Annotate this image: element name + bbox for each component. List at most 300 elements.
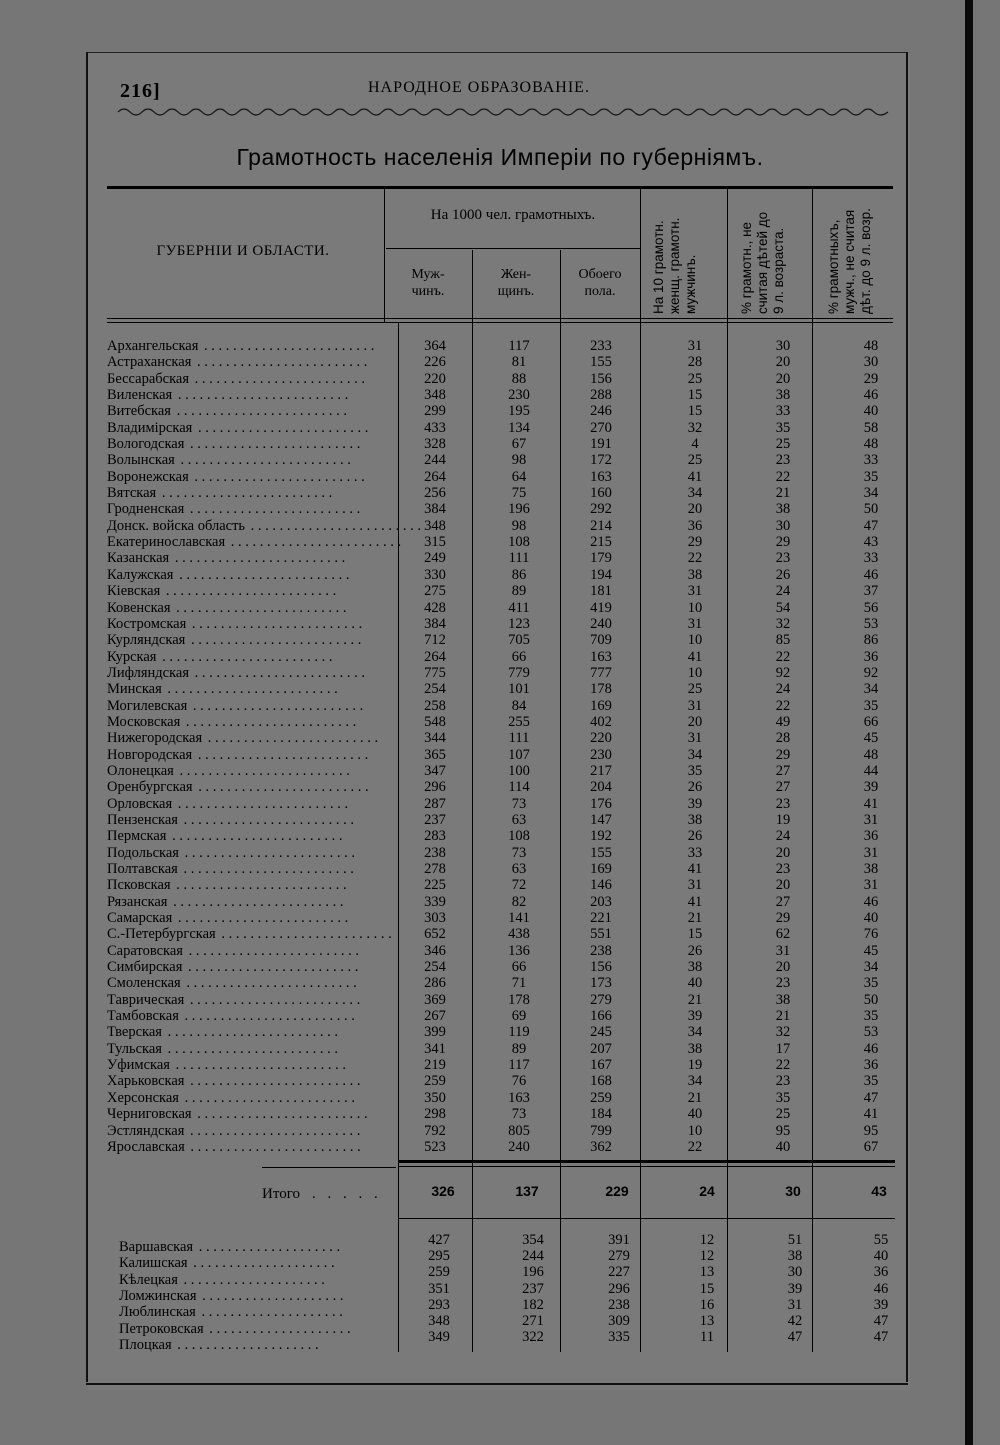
table-cell: 182: [522, 1296, 544, 1313]
table-cell: 46: [863, 387, 879, 404]
table-cell: 47: [873, 1329, 889, 1346]
province-row-name: [107, 338, 385, 354]
province-name: Казанская: [107, 550, 170, 567]
table-cell: 66: [511, 959, 527, 976]
table-cell: 225: [424, 877, 446, 894]
table-cell: 335: [608, 1329, 630, 1346]
table-cell: 219: [424, 1057, 446, 1074]
table-cell: 53: [863, 1024, 879, 1041]
table-cell: 47: [873, 1312, 889, 1329]
province-name: Ковенская: [107, 599, 171, 616]
table-cell: 34: [687, 1024, 703, 1041]
province-row-name: [107, 763, 385, 779]
ratio-column-header: На 10 грамотн. женщ. грамотн. мужчинъ.: [651, 217, 698, 314]
table-cell: 288: [590, 387, 612, 404]
province-row-name: [107, 550, 385, 566]
dot-leader: . . . . . . . . . . . . . . . . . . . . . . . .: [172, 403, 347, 420]
table-cell: 20: [775, 877, 791, 894]
table-cell: 238: [608, 1296, 630, 1313]
dot-leader: . . . . . . . . . . . . . . . . . . . . . . . .: [174, 910, 349, 927]
table-cell: 35: [863, 468, 879, 485]
province-row-name: [107, 959, 385, 975]
province-row-name: [107, 403, 385, 419]
table-cell: 17: [775, 1040, 791, 1057]
dot-leader: . . . . . . . . . . . . . . . . . . . . . . . .: [179, 811, 354, 828]
table-cell: 47: [787, 1329, 803, 1346]
table-cell: 31: [863, 844, 879, 861]
province-row-name: [107, 420, 385, 436]
table-cell: 27: [775, 779, 791, 796]
table-cell: 21: [775, 485, 791, 502]
header-bottom-rule-2: [107, 322, 893, 323]
table-cell: 30: [863, 354, 879, 371]
province-name: Екатеринославская: [107, 534, 226, 551]
province-name: Полтавская: [107, 861, 178, 877]
table-cell: 254: [424, 959, 446, 976]
table-cell: 194: [590, 566, 612, 583]
table-cell: 384: [424, 501, 446, 518]
dot-leader: . . . . . . . . . . . . . . . . . . . . . . . .: [180, 1089, 355, 1106]
table-cell: 111: [508, 550, 530, 567]
province-name: Костромская: [107, 615, 187, 632]
province-row-name: [107, 845, 385, 861]
table-cell: 155: [590, 844, 612, 861]
table-cell: 330: [424, 566, 446, 583]
table-cell: 85: [775, 632, 791, 649]
dot-leader: . . . . . . . . . . . . . . . . . . . . . . . .: [186, 1138, 361, 1155]
table-cell: 286: [424, 975, 446, 992]
table-cell: 270: [590, 419, 612, 436]
table-cell: 203: [590, 893, 612, 910]
table-cell: 35: [775, 1089, 791, 1106]
province-name: Орловская: [107, 795, 173, 812]
province-row-name: [107, 861, 385, 877]
dot-leader: . . . . . . . . . . . . . . . . . . . . . . . .: [174, 795, 349, 812]
province-row-name: [107, 779, 385, 795]
table-cell: 369: [424, 991, 446, 1008]
table-cell: 267: [424, 1008, 446, 1025]
table-cell: 156: [590, 370, 612, 387]
table-cell: 39: [687, 795, 703, 812]
table-cell: 39: [787, 1280, 803, 1297]
table-cell: 551: [590, 926, 612, 943]
table-cell: 295: [428, 1248, 450, 1265]
table-cell: 354: [522, 1232, 544, 1248]
table-cell: 39: [873, 1296, 889, 1313]
table-cell: 279: [608, 1248, 630, 1265]
province-name: Новгородская: [107, 746, 193, 763]
table-cell: 169: [590, 861, 612, 877]
table-cell: 55: [873, 1232, 889, 1248]
table-cell: 362: [590, 1138, 612, 1155]
table-cell: 86: [863, 632, 879, 649]
table-cell: 146: [590, 877, 612, 894]
table-cell: 41: [863, 795, 879, 812]
table-cell: 15: [687, 403, 703, 420]
col-rule-2: [472, 250, 473, 1352]
table-cell: 344: [424, 730, 446, 747]
table-cell: 23: [775, 795, 791, 812]
table-cell: 62: [775, 926, 791, 943]
col-rule-4: [640, 187, 641, 1352]
polish-province-row-name: [119, 1288, 389, 1304]
table-cell: 53: [863, 615, 879, 632]
province-name: Херсонская: [107, 1089, 179, 1106]
table-cell: 237: [424, 811, 446, 828]
table-cell: 299: [424, 403, 446, 420]
table-cell: 73: [511, 1106, 527, 1123]
table-cell: 221: [590, 910, 612, 927]
province-name: Тверская: [107, 1024, 162, 1041]
province-name: Оренбургская: [107, 779, 193, 796]
table-cell: 23: [775, 550, 791, 567]
female-column-header: Жен- щинъ.: [497, 267, 535, 299]
table-cell: 178: [590, 681, 612, 698]
table-cell: 179: [590, 550, 612, 567]
province-row-name: [107, 698, 385, 714]
table-cell: 26: [687, 942, 703, 959]
table-cell: 792: [424, 1122, 446, 1139]
table-cell: 136: [508, 942, 530, 959]
table-cell: 41: [687, 861, 703, 877]
table-cell: 34: [863, 959, 879, 976]
dot-leader: . . . . . . . . . . . . . . . . . . . .: [198, 1288, 344, 1305]
table-cell: 244: [522, 1248, 544, 1265]
table-cell: 38: [687, 811, 703, 828]
polish-pct-male-column: [760, 1232, 830, 1345]
table-cell: 11: [700, 1329, 714, 1346]
table-cell: 181: [590, 583, 612, 600]
table-cell: 402: [590, 713, 612, 730]
table-cell: 40: [775, 1138, 791, 1155]
table-cell: 33: [863, 452, 879, 469]
table-cell: 207: [590, 1040, 612, 1057]
table-cell: 29: [775, 746, 791, 763]
table-cell: 26: [687, 828, 703, 845]
province-row-name: [107, 812, 385, 828]
table-cell: 89: [511, 583, 527, 600]
table-cell: 50: [863, 991, 879, 1008]
province-row-name: [107, 730, 385, 746]
both-sexes-column-header: Обоего пола.: [578, 267, 622, 299]
dot-leader: . . . . . . . . . . . . . . . . . . . . . . . .: [175, 762, 350, 779]
table-cell: 51: [787, 1232, 803, 1248]
province-name: Олонецкая: [107, 762, 174, 779]
table-cell: 35: [863, 1008, 879, 1025]
dot-leader: . . . . . . . . . . . . . . . . . . . . . . . .: [193, 354, 368, 371]
table-cell: 20: [775, 370, 791, 387]
table-cell: 45: [863, 730, 879, 747]
table-cell: 34: [687, 746, 703, 763]
dot-leader: . . . . . . . . . . . . . . . . . . . . . . . .: [171, 550, 346, 567]
table-cell: 31: [687, 697, 703, 714]
dot-leader: . . . . . . . . . . . . . . . . . . . . . . . .: [217, 926, 392, 943]
table-cell: 279: [590, 991, 612, 1008]
province-row-name: [107, 1008, 385, 1024]
dot-leader: . . . . . . . . . . . . . . . . . . . . . . . .: [162, 583, 337, 600]
table-cell: 255: [508, 713, 530, 730]
table-cell: 58: [863, 419, 879, 436]
province-name: Ярославская: [107, 1138, 185, 1155]
dot-leader: . . . . . . . . . . . . . . . . . . . . . . . .: [227, 534, 402, 551]
table-cell: 23: [775, 452, 791, 469]
table-cell: 428: [424, 599, 446, 616]
province-row-name: [107, 583, 385, 599]
province-row-name: [107, 485, 385, 501]
dot-leader: . . . . . . . . . . . . . . . . . . . . . . . .: [186, 991, 361, 1008]
table-cell: 22: [775, 468, 791, 485]
table-cell: 20: [775, 844, 791, 861]
dot-leader: . . . . . . . . . . . . . . . . . . . . . . . .: [190, 468, 365, 485]
table-cell: 50: [863, 501, 879, 518]
table-cell: 27: [775, 762, 791, 779]
table-cell: 81: [511, 354, 527, 371]
running-title: НАРОДНОЕ ОБРАЗОВАНІЕ.: [368, 79, 590, 96]
table-cell: 42: [787, 1312, 803, 1329]
table-cell: 41: [687, 893, 703, 910]
table-cell: 107: [508, 746, 530, 763]
table-cell: 67: [863, 1138, 879, 1155]
table-cell: 39: [687, 1008, 703, 1025]
table-cell: 46: [863, 893, 879, 910]
binding-strip: [965, 0, 973, 1445]
province-row-name: [107, 1073, 385, 1089]
province-name: Уфимская: [107, 1057, 170, 1074]
table-cell: 13: [699, 1264, 715, 1281]
dot-leader: . . . . . . . . . . . . . . . . . . . . . . . .: [186, 501, 361, 518]
table-cell: 163: [590, 468, 612, 485]
page-left-edge: [86, 52, 88, 1382]
table-cell: 10: [687, 1122, 703, 1139]
dot-leader: . . . . . . . . . . . . . . . . . . . . . . . .: [163, 681, 338, 698]
total-leader: . . . . .: [312, 1186, 382, 1202]
province-name: Кѣлецкая: [119, 1271, 178, 1288]
dot-leader: . . . . . . . . . . . . . . . . . . . . . . . .: [158, 648, 333, 665]
table-cell: 237: [522, 1280, 544, 1297]
table-cell: 21: [687, 910, 703, 927]
table-cell: 43: [863, 534, 879, 551]
male-column-header: Муж- чинъ.: [411, 267, 445, 299]
province-row-name: [107, 1041, 385, 1057]
table-cell: 298: [424, 1106, 446, 1123]
table-cell: 47: [863, 1089, 879, 1106]
province-row-name: [107, 354, 385, 370]
dot-leader: . . . . . . . . . . . . . . . . . . . .: [179, 1271, 325, 1288]
table-cell: 256: [424, 485, 446, 502]
table-cell: 204: [590, 779, 612, 796]
province-row-name: [107, 681, 385, 697]
table-cell: 365: [424, 746, 446, 763]
table-cell: 249: [424, 550, 446, 567]
table-cell: 264: [424, 648, 446, 665]
province-name: Воронежская: [107, 468, 189, 485]
province-name: Черниговская: [107, 1106, 192, 1123]
table-cell: 348: [424, 387, 446, 404]
table-cell: 38: [863, 861, 879, 877]
dot-leader: . . . . . . . . . . . . . . . . . . . . . . . .: [194, 779, 369, 796]
table-cell: 339: [424, 893, 446, 910]
table-cell: 160: [590, 485, 612, 502]
table-cell: 20: [775, 354, 791, 371]
province-name: Владимірская: [107, 419, 193, 436]
table-cell: 123: [508, 615, 530, 632]
dot-leader: . . . . . . . . . . . . . . . . . . . . . . . .: [191, 664, 366, 681]
table-cell: 258: [424, 697, 446, 714]
table-cell: 141: [508, 910, 530, 927]
dot-leader: . . . . . . . . . . . . . . . . . . . . . . . .: [169, 893, 344, 910]
pct-male-column-header: % грамотн., не считая дѣтей до 9 л. возраста.: [739, 211, 786, 314]
dot-leader: . . . . . . . . . . . . . . . . . . . . . . . .: [194, 746, 369, 763]
table-cell: 31: [687, 877, 703, 894]
table-cell: 76: [511, 1073, 527, 1090]
table-cell: 46: [873, 1280, 889, 1297]
table-cell: 49: [775, 713, 791, 730]
table-cell: 73: [511, 795, 527, 812]
table-cell: 40: [873, 1248, 889, 1265]
dot-leader: . . . . . . . . . . . . . . . . . . . . . . . .: [247, 517, 422, 534]
table-cell: 709: [590, 632, 612, 649]
table-cell: 411: [508, 599, 530, 616]
table-cell: 29: [863, 370, 879, 387]
table-cell: 147: [590, 811, 612, 828]
table-cell: 44: [863, 762, 879, 779]
table-cell: 259: [590, 1089, 612, 1106]
province-row-name: [107, 714, 385, 730]
province-row-name: [107, 371, 385, 387]
table-cell: 705: [508, 632, 530, 649]
table-cell: 293: [428, 1296, 450, 1313]
page-top-edge: [86, 52, 908, 53]
table-cell: 25: [775, 436, 791, 453]
table-cell: 25: [775, 1106, 791, 1123]
table-cell: 292: [590, 501, 612, 518]
table-cell: 155: [590, 354, 612, 371]
table-cell: 33: [863, 550, 879, 567]
dot-leader: . . . . . . . . . . . . . . . . . . . . . . . .: [180, 1008, 355, 1025]
table-cell: 21: [687, 991, 703, 1008]
province-row-name: [107, 747, 385, 763]
table-cell: 46: [863, 1040, 879, 1057]
province-row-name: [107, 943, 385, 959]
province-row-name: [107, 1106, 385, 1122]
table-cell: 111: [508, 730, 530, 747]
table-cell: 30: [775, 338, 791, 354]
table-cell: 84: [511, 697, 527, 714]
table-cell: 22: [775, 697, 791, 714]
province-name: Курская: [107, 648, 157, 665]
table-cell: 712: [424, 632, 446, 649]
province-row-name: [107, 665, 385, 681]
table-cell: 348: [424, 517, 446, 534]
table-cell: 34: [863, 681, 879, 698]
province-name: Вятская: [107, 485, 157, 502]
province-name: Курляндская: [107, 632, 186, 649]
province-name: Смоленская: [107, 975, 181, 992]
province-row-name: [107, 1123, 385, 1139]
table-cell: 548: [424, 713, 446, 730]
province-column-header: ГУБЕРНІИ И ОБЛАСТИ.: [156, 243, 330, 259]
table-cell: 30: [787, 1264, 803, 1281]
table-cell: 36: [863, 648, 879, 665]
dot-leader: . . . . . . . . . . . . . . . . . . . . . . . .: [194, 419, 369, 436]
table-cell: 35: [775, 419, 791, 436]
table-cell: 195: [508, 403, 530, 420]
table-cell: 48: [863, 746, 879, 763]
dot-leader: . . . . . . . . . . . . . . . . . . . . . . . .: [163, 1024, 338, 1041]
table-cell: 523: [424, 1138, 446, 1155]
dot-leader: . . . . . . . . . . . . . . . . . . . . . . . .: [186, 1073, 361, 1090]
table-cell: 12: [699, 1232, 715, 1248]
table-cell: 777: [590, 664, 612, 681]
table-cell: 349: [428, 1329, 450, 1346]
table-cell: 40: [863, 403, 879, 420]
table-cell: 779: [508, 664, 530, 681]
dot-leader: . . . . . . . . . . . . . . . . . . . . . . . .: [172, 599, 347, 616]
table-cell: 16: [699, 1296, 715, 1313]
province-name: Самарская: [107, 910, 173, 927]
table-cell: 41: [687, 468, 703, 485]
page-right-edge: [906, 52, 908, 1382]
province-name: Минская: [107, 681, 162, 698]
province-row-name: [107, 534, 402, 551]
table-cell: 21: [687, 1089, 703, 1106]
total-label-rule: [262, 1167, 396, 1168]
province-name: Саратовская: [107, 942, 183, 959]
province-name: Лифляндская: [107, 664, 190, 681]
table-cell: 348: [428, 1312, 450, 1329]
polish-province-row-name: [119, 1255, 389, 1271]
table-cell: 799: [590, 1122, 612, 1139]
table-cell: 23: [775, 861, 791, 877]
table-cell: 15: [699, 1280, 715, 1297]
table-cell: 38: [687, 566, 703, 583]
table-cell: 33: [687, 844, 703, 861]
table-cell: 31: [687, 730, 703, 747]
table-cell: 10: [687, 664, 703, 681]
table-cell: 13: [699, 1312, 715, 1329]
province-name: Эстляндская: [107, 1122, 185, 1139]
province-name: Плоцкая: [119, 1337, 172, 1354]
table-cell: 32: [775, 615, 791, 632]
dot-leader: . . . . . . . . . . . . . . . . . . . . . . . .: [182, 713, 357, 730]
table-cell: 108: [508, 828, 530, 845]
total-ratio: 24: [699, 1183, 715, 1199]
table-cell: 399: [424, 1024, 446, 1041]
table-cell: 775: [424, 664, 446, 681]
dot-leader: . . . . . . . . . . . . . . . . . . . . . . . .: [175, 566, 350, 583]
dot-leader: . . . . . . . . . . . . . . . . . . . .: [197, 1304, 343, 1321]
table-cell: 32: [775, 1024, 791, 1041]
table-cell: 350: [424, 1089, 446, 1106]
table-cell: 29: [687, 534, 703, 551]
dot-leader: . . . . . . . . . . . . . . . . . . . . . . . .: [171, 1057, 346, 1074]
province-row-name: [107, 600, 385, 616]
table-cell: 19: [775, 811, 791, 828]
table-cell: 117: [508, 338, 530, 354]
table-cell: 163: [590, 648, 612, 665]
table-cell: 391: [608, 1232, 630, 1248]
per-1000-group-header: На 1000 чел. грамотныхъ.: [430, 207, 596, 223]
province-name: Кіевская: [107, 583, 161, 600]
table-cell: 76: [863, 926, 879, 943]
table-cell: 21: [775, 1008, 791, 1025]
table-cell: 19: [687, 1057, 703, 1074]
province-row-name: [107, 649, 385, 665]
table-cell: 384: [424, 615, 446, 632]
table-cell: 46: [863, 566, 879, 583]
province-name: Варшавская: [119, 1239, 194, 1255]
table-cell: 69: [511, 1008, 527, 1025]
